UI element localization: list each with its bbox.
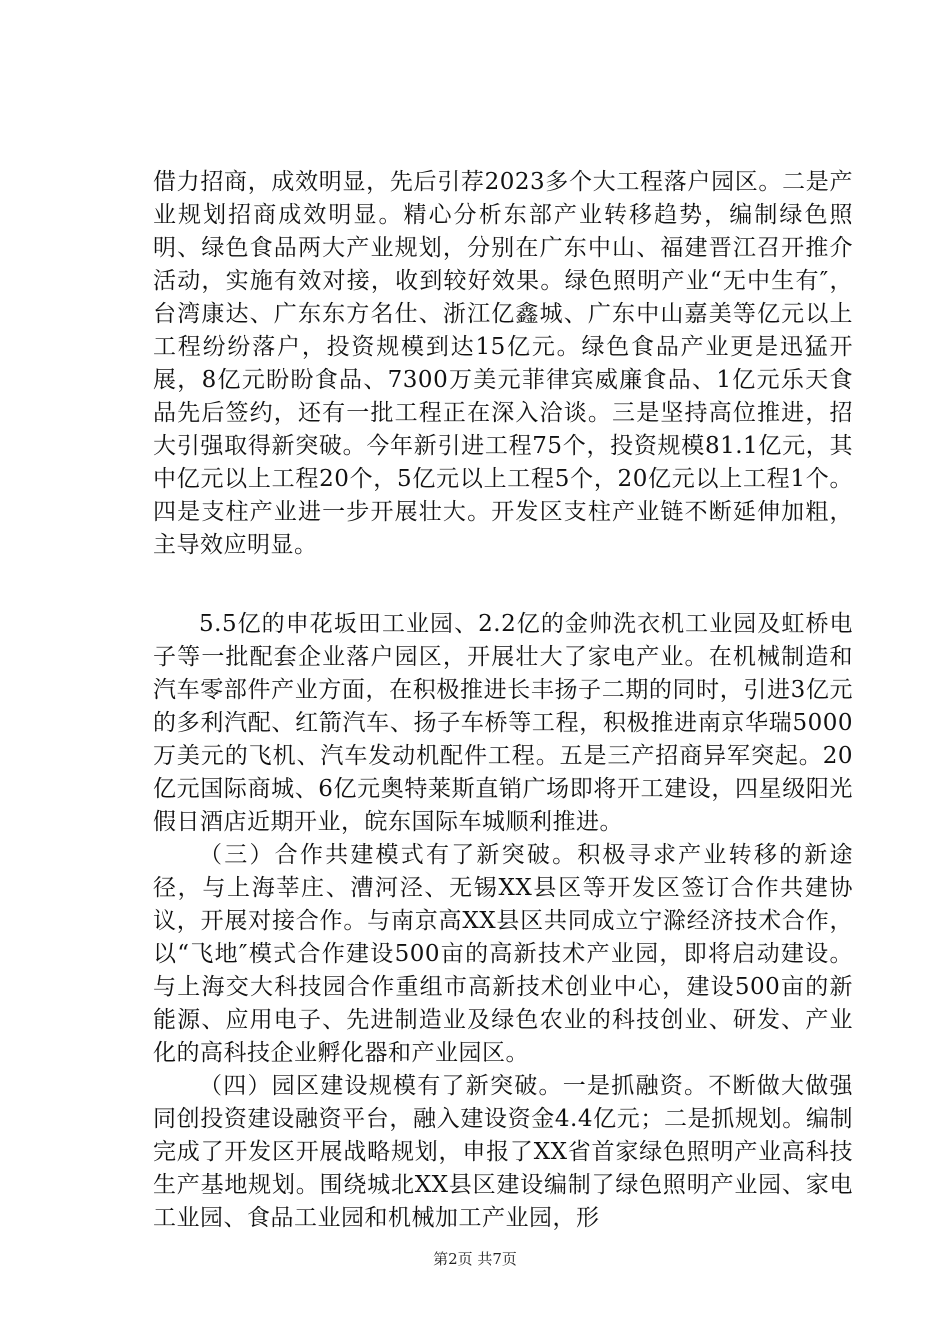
page-number-footer: 第2页 共7页 (433, 1250, 517, 1268)
paragraph-cooperation-mode: （三）合作共建模式有了新突破。积极寻求产业转移的新途径，与上海莘庄、漕河泾、无锡XX县区等开发区签订合作共建协议，开展对接合作。与南京高XX县区共同成立宁滁经济技术合作，以“飞地″模式合作建设500亩的高新技术产业园，即将启动建设。与上海交大科技园合作重组市高新技术创业中心，建设500亩的新能源、应用电子、先进制造业及绿色农业的科技创业、研发、产业化的高科技企业孵化器和产业园区。 (153, 842, 853, 1066)
document-body (153, 166, 853, 1235)
paragraph-supporting-industries: 5.5亿的申花坂田工业园、2.2亿的金帅洗衣机工业园及虹桥电子等一批配套企业落户园区，开展壮大了家电产业。在机械制造和汽车零部件产业方面，在积极推进长丰扬子二期的同时，引进3亿元的多利汽配、红箭汽车、扬子车桥等工程，积极推进南京华瑞5000万美元的飞机、汽车发动机配件工程。五是三产招商异军突起。20亿元国际商城、6亿元奥特莱斯直销广场即将开工建设，四星级阳光假日酒店近期开业，皖东国际车城顺利推进。 (153, 611, 853, 835)
paragraph-investment-results: 借力招商，成效明显，先后引荐2023多个大工程落户园区。二是产业规划招商成效明显。精心分析东部产业转移趋势，编制绿色照明、绿色食品两大产业规划，分别在广东中山、福建晋江召开推介活动，实施有效对接，收到较好效果。绿色照明产业“无中生有″，台湾康达、广东东方名仕、浙江亿鑫城、广东中山嘉美等亿元以上工程纷纷落户，投资规模到达15亿元。绿色食品产业更是迅猛开展，8亿元盼盼食品、7300万美元菲律宾威廉食品、1亿元乐天食品先后签约，还有一批工程正在深入洽谈。三是坚持高位推进，招大引强取得新突破。今年新引进工程75个，投资规模81.1亿元，其中亿元以上工程20个，5亿元以上工程5个，20亿元以上工程1个。四是支柱产业进一步开展壮大。开发区支柱产业链不断延伸加粗，主导效应明显。 (153, 169, 853, 558)
paragraph-park-construction: （四）园区建设规模有了新突破。一是抓融资。不断做大做强同创投资建设融资平台，融入建设资金4.4亿元；二是抓规划。编制完成了开发区开展战略规划，申报了XX省首家绿色照明产业高科技生产基地规划。围绕城北XX县区建设编制了绿色照明产业园、家电工业园、食品工业园和机械加工产业园，形 (153, 1073, 853, 1231)
